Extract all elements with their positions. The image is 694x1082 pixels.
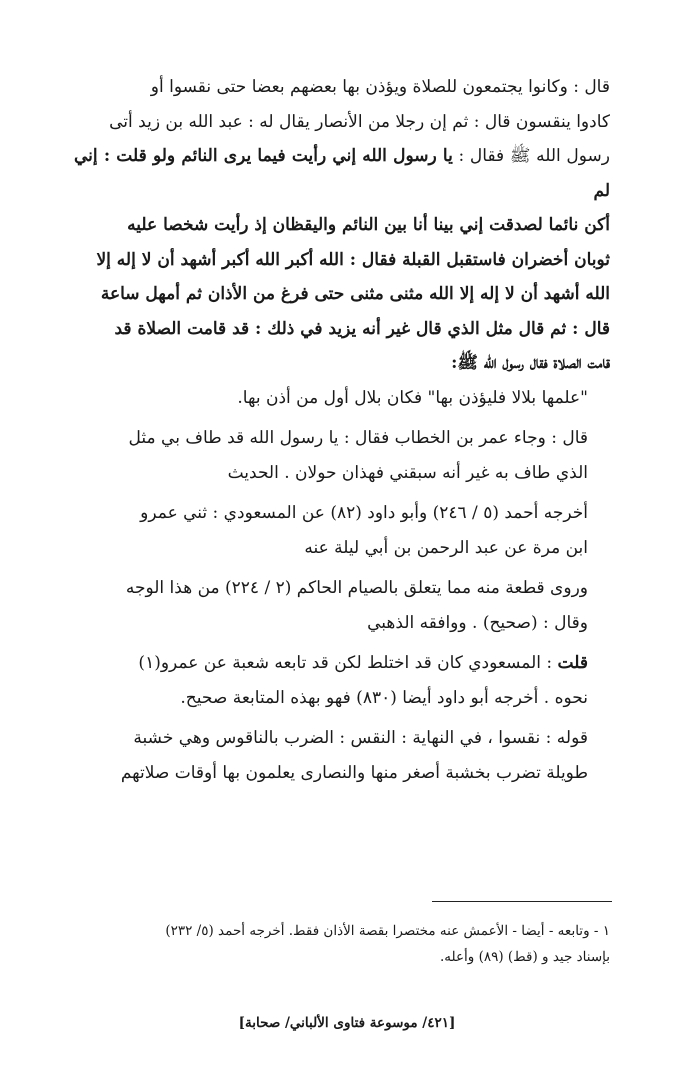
text-line-bold: قامت الصلاة فقال رسول الله ﷺ: — [451, 353, 610, 373]
page-folio: [٤٢١/ موسوعة فتاوى الألباني/ صحابة] — [238, 1015, 456, 1031]
text-line-bold: أكن نائما لصدقت إني بينا أنا بين النائم واليقظان إذ رأيت شخصا عليه — [127, 215, 610, 235]
text-line: قال : وكانوا يجتمعون للصلاة ويؤذن بها بعضهم بعضا حتى نقسوا أو — [150, 77, 610, 97]
text-line: وقال : (صحيح) . ووافقه الذهبي — [367, 612, 588, 633]
paragraph-definition — [74, 721, 610, 790]
text-line: الذي طاف به غير أنه سبقني فهذان حولان . الحديث — [227, 462, 588, 483]
footnotes — [90, 918, 610, 970]
text-line: نحوه . أخرجه أبو داود أيضا (٨٣٠) فهو بهذه المتابعة صحيح. — [180, 687, 588, 708]
text-line: وروى قطعة منه مما يتعلق بالصيام الحاكم (٢ / ٢٢٤) من هذا الوجه — [125, 578, 588, 598]
text-line: "علمها بلالا فليؤذن بها" فكان بلال أول من أذن بها. — [237, 387, 588, 408]
text-line: أخرجه أحمد (٥ / ٢٤٦) وأبو داود (٨٢) عن المسعودي : ثني عمرو — [140, 503, 588, 523]
text-line-bold: يا رسول الله إني رأيت فيما يرى النائم ولو قلت : إني لم — [74, 146, 610, 201]
paragraph-hadith — [74, 70, 610, 381]
text-line-bold: الله أشهد أن لا إله إلا الله مثنى مثنى حتى فرغ من الأذان ثم أمهل ساعة — [100, 284, 610, 304]
comment-label: قلت — [557, 653, 588, 673]
main-text — [74, 70, 610, 790]
text-line: ابن مرة عن عبد الرحمن بن أبي ليلة عنه — [304, 537, 588, 558]
paragraph-comment — [74, 646, 610, 715]
paragraph-quote — [74, 381, 610, 416]
footnote-divider — [432, 901, 612, 902]
text-line: كادوا ينقسون قال : ثم إن رجلا من الأنصار يقال له : عبد الله بن زيد أتى — [109, 111, 610, 132]
text-line-bold: قال : ثم قال مثل الذي قال غير أنه يزيد في ذلك : قد قامت الصلاة قد — [114, 318, 610, 339]
text-line-bold: ثوبان أخضران فاستقبل القبلة فقال : الله أكبر الله أكبر أشهد أن لا إله إلا — [96, 249, 610, 270]
text-line: قال : وجاء عمر بن الخطاب فقال : يا رسول الله قد طاف بي مثل — [128, 428, 588, 448]
text-line: : المسعودي كان قد اختلط لكن قد تابعه شعبة عن عمرو(١) — [138, 653, 558, 673]
text-line: رسول الله ﷺ فقال : — [452, 146, 611, 166]
paragraph-takhrij — [74, 496, 610, 565]
text-line: قوله : نقسوا ، في النهاية : النقس : الضرب بالناقوس وهي خشبة — [133, 728, 588, 748]
footnote-line: ١ - وتابعه - أيضا - الأعمش عنه مختصرا بقصة الأذان فقط. أخرجه أحمد (٥/ ٢٣٢) — [165, 923, 610, 939]
text-line: طويلة تضرب بخشبة أصغر منها والنصارى يعلمون بها أوقات صلاتهم — [120, 762, 588, 783]
paragraph-umar — [74, 421, 610, 490]
footnote-line: بإسناد جيد و (قط) (٨٩) وأعله. — [439, 949, 610, 965]
footnote-1 — [90, 918, 610, 970]
paragraph-hakim — [74, 571, 610, 640]
